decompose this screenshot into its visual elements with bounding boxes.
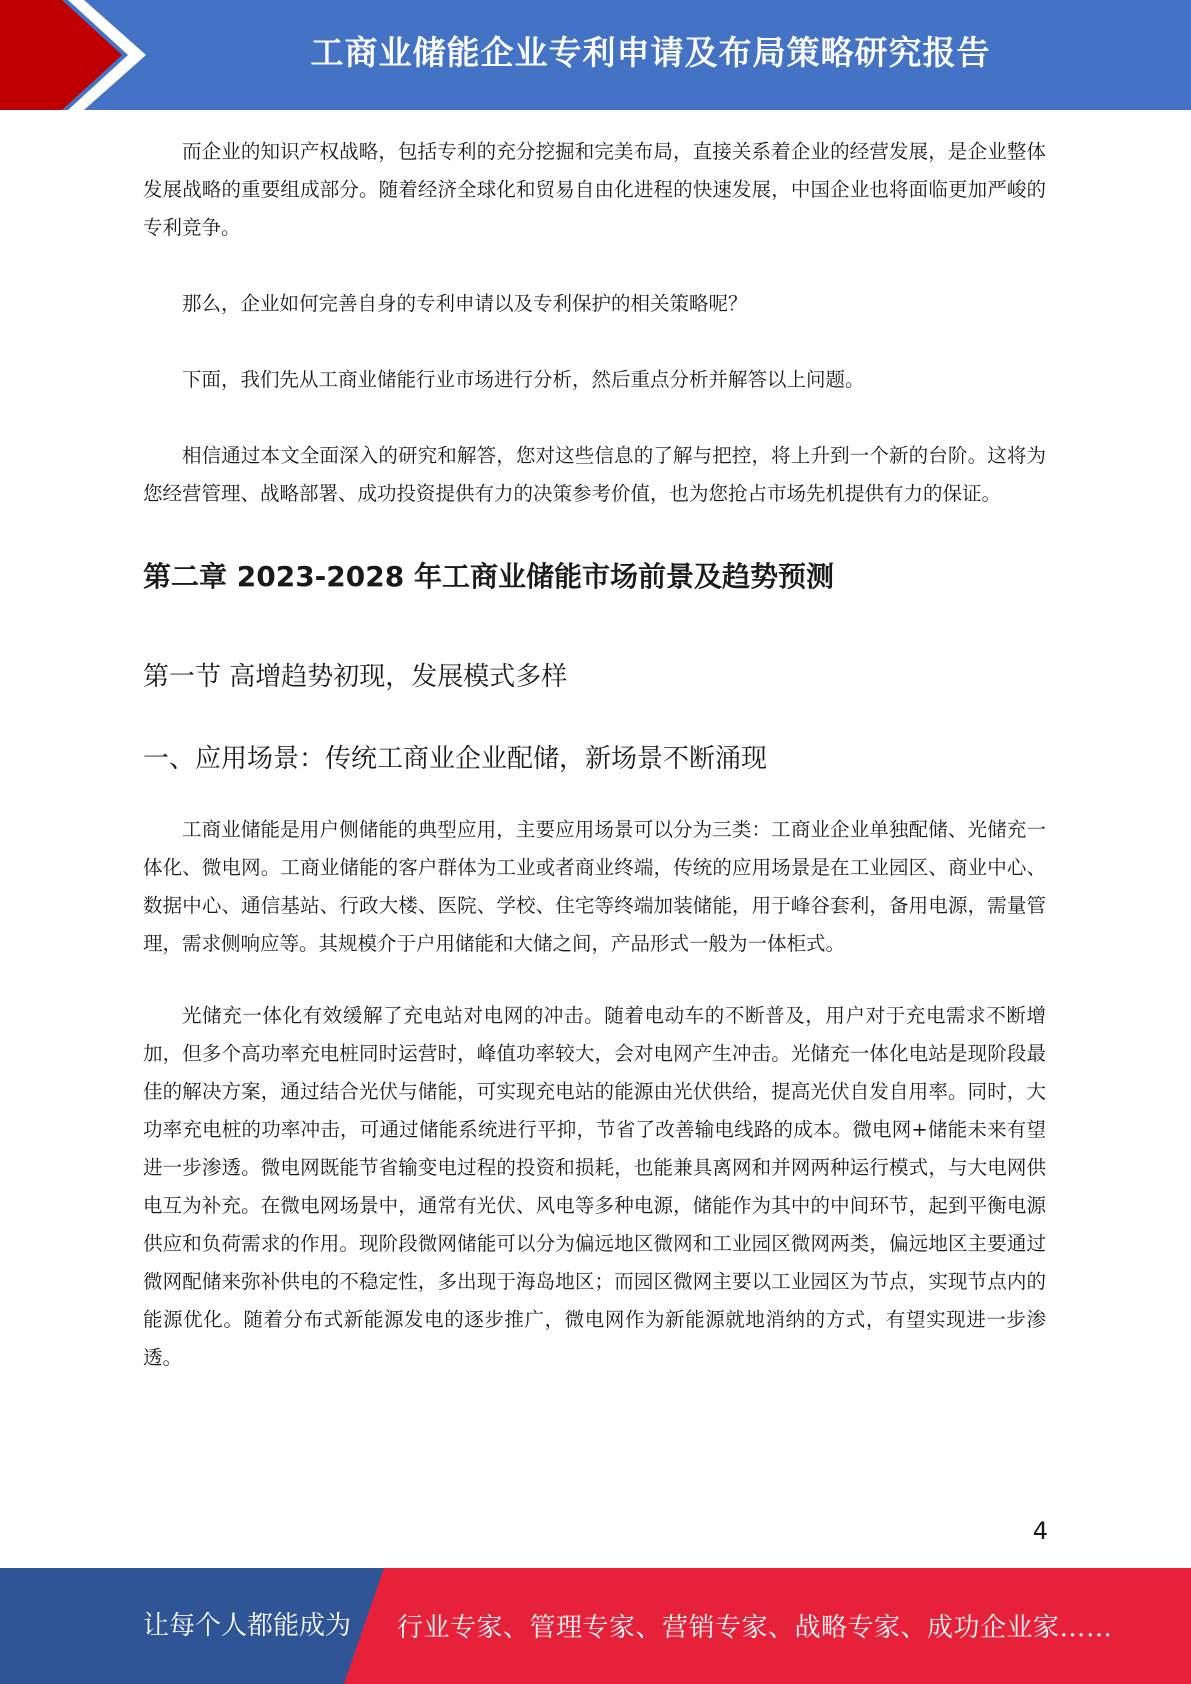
subsection-heading: 一、应用场景：传统工商业企业配储，新场景不断涌现 (143, 744, 768, 774)
intro-paragraph: 下面，我们先从工商业储能行业市场进行分析，然后重点分析并解答以上问题。 (182, 368, 865, 391)
intro-paragraph: 而企业的知识产权战略，包括专利的充分挖掘和完美布局，直接关系着企业的经营发展，是企业整体发展战略的重要组成部分。随着经济全球化和贸易自由化进程的快速发展，中国企业也将面临更加严峻的专利竞争。 (143, 140, 1046, 239)
chapter-heading: 第二章 2023-2028 年工商业储能市场前景及趋势预测 (143, 560, 834, 593)
page-header (0, 0, 1191, 110)
intro-paragraph: 相信通过本文全面深入的研究和解答，您对这些信息的了解与把控，将上升到一个新的台阶。这将为您经营管理、战略部署、成功投资提供有力的决策参考价值，也为您抢占市场先机提供有力的保证。 (143, 444, 1046, 505)
body-paragraph: 工商业储能是用户侧储能的典型应用，主要应用场景可以分为三类：工商业企业单独配储、光储充一体化、微电网。工商业储能的客户群体为工业或者商业终端，传统的应用场景是在工业园区、商业中心、数据中心、通信基站、行政大楼、医院、学校、住宅等终端加装储能，用于峰谷套利，备用电源，需量管理，需求侧响应等。其规模介于户用储能和大储之间，产品形式一般为一体柜式。 (143, 818, 1046, 955)
footer-slogan-left: 让每个人都能成为 (143, 1611, 352, 1641)
section-heading: 第一节 高增趋势初现，发展模式多样 (143, 662, 568, 692)
page-content (143, 133, 1046, 1377)
footer-slogan-right: 行业专家、管理专家、营销专家、战略专家、成功企业家…… (397, 1613, 1113, 1643)
intro-paragraph: 那么，企业如何完善自身的专利申请以及专利保护的相关策略呢？ (182, 292, 748, 315)
body-paragraph: 光储充一体化有效缓解了充电站对电网的冲击。随着电动车的不断普及，用户对于充电需求不断增加，但多个高功率充电桩同时运营时，峰值功率较大，会对电网产生冲击。光储充一体化电站是现阶段最佳的解决方案，通过结合光伏与储能，可实现充电站的能源由光伏供给，提高光伏自发自用率。同时，大功率充电桩的功率冲击，可通过储能系统进行平抑，节省了改善输电线路的成本。微电网+储能未来有望进一步渗透。微电网既能节省输变电过程的投资和损耗，也能兼具离网和并网两种运行模式，与大电网供电互为补充。在微电网场景中，通常有光伏、风电等多种电源，储能作为其中的中间环节，起到平衡电源供应和负荷需求的作用。现阶段微网储能可以分为偏远地区微网和工业园区微网两类，偏远地区主要通过微网配储来弥补供电的不稳定性，多出现于海岛地区；而园区微网主要以工业园区为节点，实现节点内的能源优化。随着分布式新能源发电的逐步推广，微电网作为新能源就地消纳的方式，有望实现进一步渗透。 (143, 1004, 1046, 1369)
page-number: 4 (1032, 1517, 1048, 1545)
page-footer (0, 1568, 1191, 1684)
report-title: 工商业储能企业专利申请及布局策略研究报告 (310, 33, 991, 72)
